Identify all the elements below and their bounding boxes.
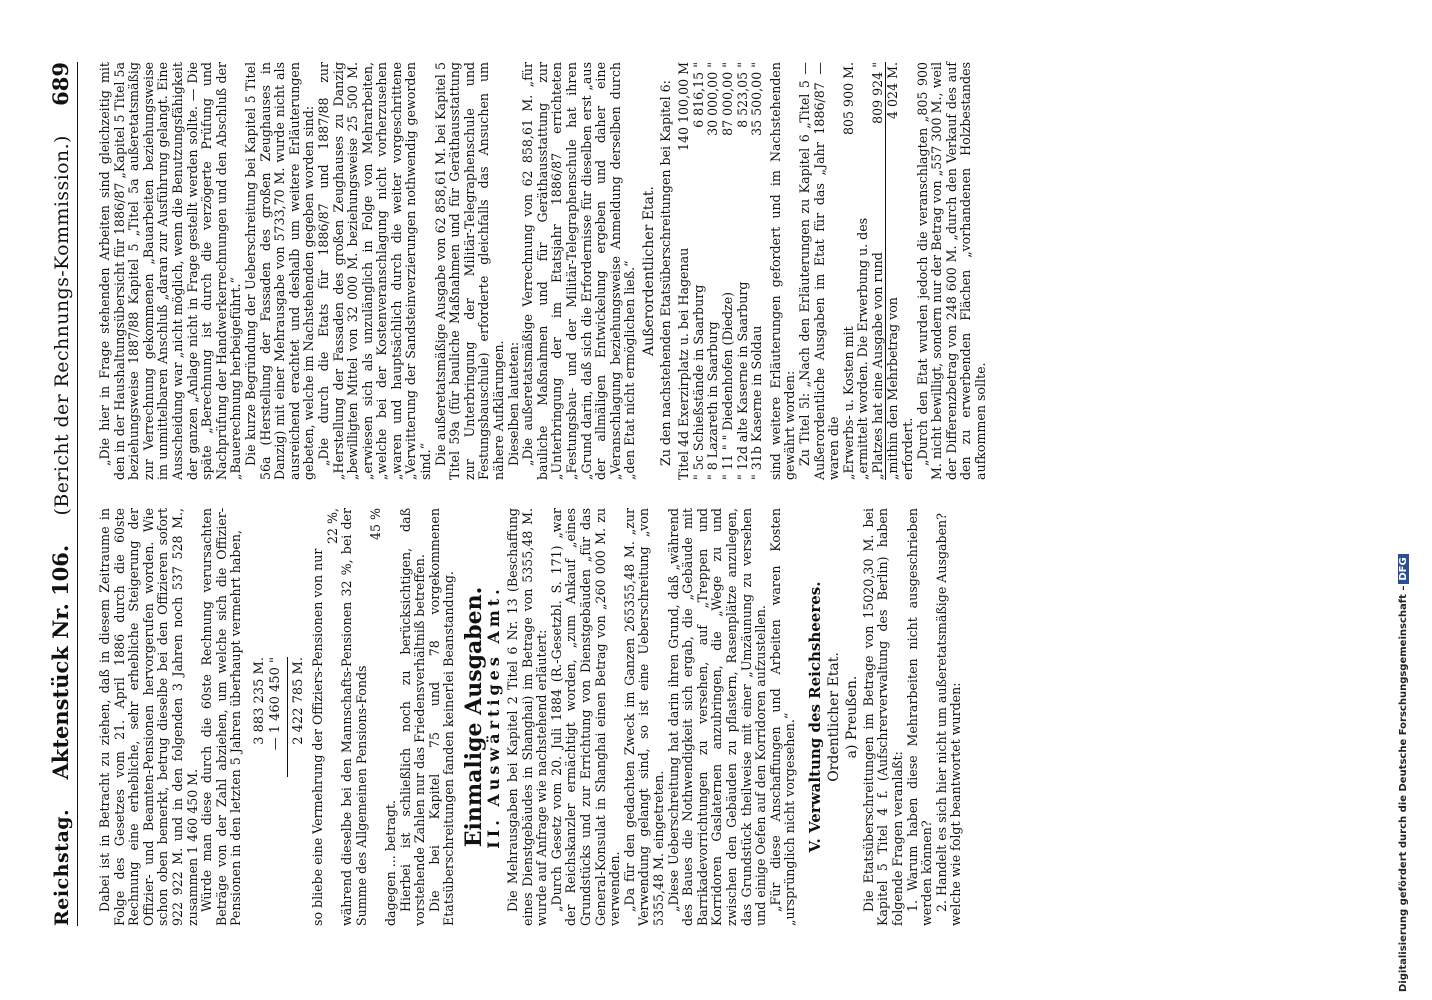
paragraph: Würde man diese durch die 60ste Rechnung verursachten Beträge von der Zahl abziehen, um welche sich die Offizier-Pensionen in den letzten 5 Jahren überhaupt vermehrt haben,: [199, 508, 244, 926]
calc-label: „mithin den Mehrbetrag von: [885, 297, 901, 480]
item-value: 87 000,00 ": [719, 62, 735, 136]
page-number: 689: [48, 62, 73, 106]
list-item: [736, 62, 751, 480]
header-center: Aktenstück Nr. 106.: [48, 544, 73, 780]
calc-value: 4 024 M.: [885, 62, 901, 119]
section-heading: a) Preußen.: [844, 675, 861, 759]
paragraph: dagegen ... betragt.: [382, 800, 398, 926]
list-item: [750, 62, 765, 480]
item-value: 30 000,00 ": [705, 62, 721, 136]
paragraph: Die außeretatsmäßige Ausgabe von 62 858,61 M. bei Kapitel 5 Titel 59a (für bauliche Maßnahmen und für Geräthausstattung zur Unterbringung der Militär-Telegraphenschule und Festungsbauschule) erforderte gleichfalls das Ansuchen um nähere Aufklärungen.: [432, 62, 507, 480]
text-columns: [98, 62, 989, 926]
paragraph: Die Etatsüberschreitungen im Betrage von 15020,30 M. bei Kapitel 5 Titel 4 f. (Aufschrerverwaltung des Berlin) haben folgende Fragen veranlaßt:: [860, 508, 905, 926]
paragraph: so bliebe eine Vermehrung der Offiziers-Pensionen von nur: [309, 548, 325, 926]
calc-row: [871, 62, 886, 480]
section-heading: V. Verwaltung des Reichsheeres.: [805, 581, 824, 853]
question-item: 2. Handelt es sich hier nicht um außeretatsmäßige Ausgaben?: [933, 513, 949, 912]
item-label: " 5c Schießstände in Saarburg: [690, 284, 706, 480]
calc-value: 809 924 ": [869, 62, 885, 124]
calc-label: „Erwerbs- u. Kosten mit: [840, 326, 856, 480]
paragraph: „Die hier in Frage stehenden Arbeiten sind gleichzeitig mit den in der Haushaltungsübersicht für 1886/87 „Kapitel 5 Titel 5a beziehungsweise 1887/88 Kapitel 5 „Titel 5a außeretatsmäßig zur Verrechnung gekommenen „Bauarbeiten beziehungsweise im unmittelbaren Anschluß „daran zur Ausführung gelangt. Eine Ausscheidung war „nicht möglich, wenn die Benutzungsfähigkeit der ganzen „Anlage nicht in Frage gestellt werden sollte. — Die späte „Berechnung ist durch die verzögerte Prüfung und Nachprüfung der Handwerkerrechnungen und den Abschluß der „Bauerechnung herbeigeführt.“: [97, 62, 244, 480]
paragraph: Dieselben lauteten:: [505, 341, 521, 466]
item-label: " 8 Lazareth in Saarburg: [705, 321, 721, 480]
calc-row: [885, 62, 901, 480]
item-label: " 12d alte Kaserne in Saarburg: [734, 281, 750, 480]
paragraph: sind weitere Erläuterungen gefordert und im Nachstehenden gewährt worden:: [767, 62, 798, 480]
paragraph: während dieselbe bei den Mannschafts-Pensionen 32 %, bei der Summe des Allgemeinen Pensions-Fonds: [339, 508, 369, 926]
page-header: [48, 62, 78, 926]
item-label: " 31b Kaserne in Soldau: [749, 325, 765, 480]
calc-value: 805 900 M.: [840, 62, 856, 135]
sum-rule: [287, 657, 288, 777]
list-item: [721, 62, 736, 480]
digitization-text: Digitalisierung gefördert durch die Deutsche Forschungsgemeinschaft –: [1398, 585, 1409, 992]
paragraph: „Für diese Anschaffungen und Arbeiten waren Kosten „ursprünglich nicht vorgesehen.“: [767, 508, 798, 926]
sum-total: 2 422 785 M.: [290, 657, 306, 745]
calc-text: erfordert.: [900, 417, 916, 480]
percent-value: 22 %,: [324, 508, 340, 544]
paragraph: „Die durch die Etats für 1886/87 und 1887/88 zur „Herstellung der Fassaden des großen Zeughauses zu Danzig „bewilligten Mittel von 32 000 M. beziehungsweise 25 500 M. „erwiesen sich als unzulänglich in Folge von Mehrarbeiten, „welche bei der Kostenveranschlagung nicht vorherzusehen „waren und hauptsächlich durch die weiter vorgeschrittene „Verwitterung der Sandsteinverzierungen nothwendig geworden sind.“: [315, 62, 434, 480]
item-value: 6 816,15 ": [690, 62, 706, 128]
paragraph: Zu den nachstehenden Etatsüberschreitungen bei Kapitel 6:: [657, 80, 673, 466]
list-item: [692, 62, 707, 480]
left-column: [98, 508, 989, 926]
paragraph: Die bei Kapitel 75 und 78 vorgekommenen Etatsüberschreitungen fanden keinerlei Beanstandung.: [426, 508, 457, 926]
paragraph: welche wie folgt beantwortet wurden:: [948, 682, 964, 926]
header-left: Reichstag.: [51, 808, 73, 926]
percent-value: 45 %: [368, 508, 384, 540]
header-right: (Bericht der Rechnungs-Kommission.): [51, 135, 73, 516]
section-heading: II. Auswärtiges Amt.: [484, 585, 504, 849]
paragraph: Dabei ist in Betracht zu ziehen, daß in diesem Zeitraume in Folge des Gesetzes vom 21. April 1886 durch die 60ste Rechnung eine erhebliche, sehr erhebliche Steigerung der Offizier- und Beamten-Pensionen hervorgerufen worden. Wie schon oben bemerkt, betrug dieselbe bei den Offizieren sofort 922 922 M. und in den folgenden 3 Jahren noch 537 528 M., zusammen 1 460 450 M.: [97, 508, 200, 926]
sum-line: 3 883 235 M.: [251, 657, 267, 745]
paragraph: Die kurze Begründung der Ueberschreitung bei Kapitel 5 Titel 56a (Herstellung der Fassaden des großen Zeughauses in Danzig) mit einer Mehrausgabe von 5733,70 M. wurde nicht als ausreichend erachtet und deshalb um weitere Erläuterungen gebeten, welche im Nachstehenden gegeben worden sind:: [242, 62, 317, 480]
question-item: 1. Warum haben diese Mehrarbeiten nicht ausgeschrieben werden können?: [904, 508, 935, 926]
sum-block: [252, 657, 307, 777]
expense-list: [677, 62, 765, 480]
item-value: 35 500,00 ": [749, 62, 765, 136]
calc-row: [842, 62, 857, 480]
item-label: Titel 4d Exerzirplatz u. bei Hagenau: [676, 247, 692, 480]
paragraph: Zu Titel 5l: „Nach den Erläuterungen zu Kapitel 6 „Titel 5 — Außerordentliche Ausgaben im Etat für das „Jahr 1886/87 — waren die: [796, 62, 842, 480]
paragraph: „Diese Ueberschreitung hat darin ihren Grund, daß „während des Baues die Nothwendigkeit sich ergab, die „Gebäude mit Barrikadevorrichtungen zu versehen, auf „Treppen und Korridoren Gaslaternen anzubringen, die „Wege zu und zwischen den Gebäuden zu pflastern, Rasenplätze anzulegen, das Grundstück theilweise mit einer „Umzäunung zu versehen und einige Oefen auf den Korridoren aufzustellen.: [665, 508, 769, 926]
right-column: [98, 62, 989, 480]
paragraph: „Durch Gesetz vom 20. Juli 1884 (R.-Gesetzbl. S. 171) „war der Reichskanzler ermächtigt worden, „zum Ankauf „eines Grundstücks und zur Errichtung von Dienstgebäuden „für das General-Konsulat in Shanghai einen Betrag von „260 000 M. zu verwenden.: [548, 508, 623, 926]
item-value: 140 100,00 M: [676, 62, 692, 152]
item-label: " 11 " " Diedenhofen (Diedze): [719, 291, 735, 480]
section-heading: Außerordentlicher Etat.: [640, 186, 657, 356]
dfg-logo: DFG: [1398, 554, 1409, 583]
paragraph: Die Mehrausgaben bei Kapitel 2 Titel 6 Nr. 13 (Beschaffung eines Dienstgebäudes in Shanghai) im Betrage von 5355,48 M. wurde auf Anfrage wie nachstehend erläutert:: [505, 508, 550, 926]
calc-text: „ermittelt worden. Die Erwerbung u. des: [855, 217, 871, 480]
section-heading: Einmalige Ausgaben.: [460, 586, 487, 848]
list-item: [706, 62, 721, 480]
paragraph: „Die außeretatsmäßige Verrechnung von 62 858,61 M. „für bauliche Maßnahmen und für Geräthausstattung zur „Unterbringung der im Etatsjahr 1886/87 errichteten „Festungsbau- und der Militär-Telegraphenschule hat ihren „Grund darin, daß sich die Erfordernisse für dieselben erst „aus der allmäligen Entwickelung ergeben und daher eine „Veranschlagung beziehungsweise Anmeldung derselben durch „den Etat nicht ermöglichen ließ.“: [520, 62, 638, 480]
sum-line: — 1 460 450 ": [267, 657, 283, 751]
paragraph: „Da für den gedachten Zweck im Ganzen 265355,48 M. „zur Verwendung gelangt sind, so ist eine Ueberschreitung „von 5355,48 M. eingetreten.: [621, 508, 666, 926]
digitization-note: [1398, 554, 1409, 992]
paragraph: „Durch den Etat wurden jedoch die veranschlagten „805 900 M. nicht bewilligt, sondern nur der Betrag von „557 300 M., weil der Differenzbetrag von 248 600 M. „durch den Verkauf des auf den zu erwerbenden Flächen „vorhandenen Holzbestandes aufkommen sollte.: [914, 62, 989, 480]
paragraph: Hierbei ist schließlich noch zu berücksichtigen, daß vorstehende Zahlen nur das Friedensverhältniß betreffen.: [397, 508, 428, 926]
item-value: 8 523,05 ": [734, 62, 750, 128]
section-heading: Ordentlicher Etat.: [825, 652, 842, 782]
list-item: [677, 62, 692, 480]
calc-label: „Platzes hat eine Ausgabe von rund: [869, 252, 885, 480]
